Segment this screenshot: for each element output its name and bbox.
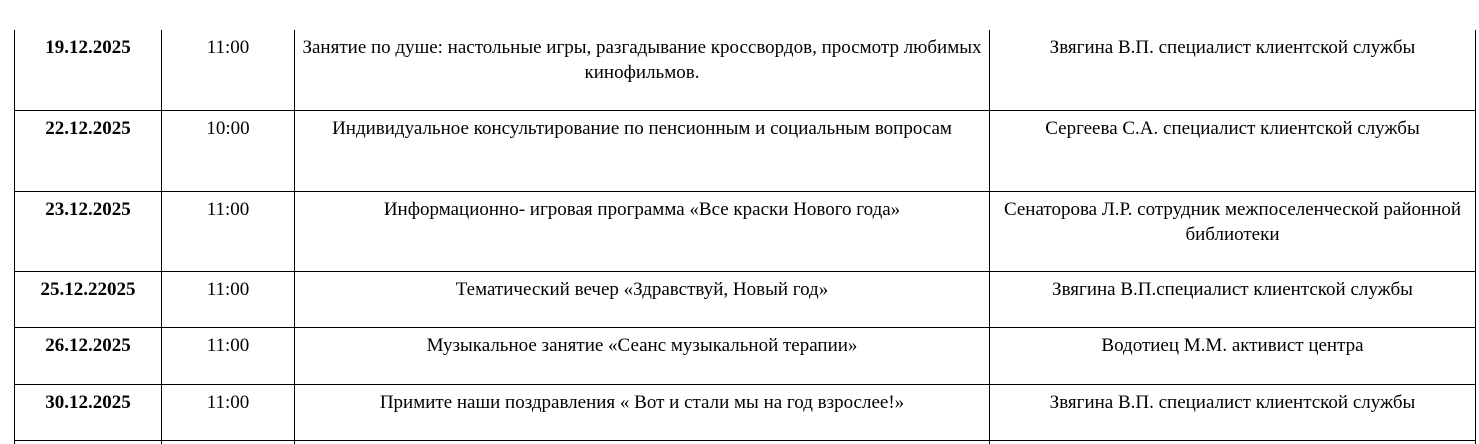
- event-responsible: Звягина В.П. специалист клиентской службы: [990, 384, 1476, 440]
- table-row: [15, 271, 1476, 327]
- event-date: 30.12.2025: [15, 384, 162, 440]
- empty-cell: [295, 440, 990, 444]
- event-time: 11:00: [162, 271, 295, 327]
- event-time: 11:00: [162, 191, 295, 271]
- event-responsible: Водотиец М.М. активист центра: [990, 327, 1476, 384]
- table-row: [15, 30, 1476, 110]
- empty-cell: [15, 440, 162, 444]
- event-responsible: Сергеева С.А. специалист клиентской службы: [990, 110, 1476, 191]
- empty-cell: [162, 440, 295, 444]
- event-description: Тематический вечер «Здравствуй, Новый год»: [295, 271, 990, 327]
- event-date: 25.12.22025: [15, 271, 162, 327]
- event-date: 22.12.2025: [15, 110, 162, 191]
- event-time: 10:00: [162, 110, 295, 191]
- event-date: 26.12.2025: [15, 327, 162, 384]
- event-responsible: Звягина В.П.специалист клиентской службы: [990, 271, 1476, 327]
- events-schedule-table: [14, 30, 1476, 444]
- event-description: Примите наши поздравления « Вот и стали мы на год взрослее!»: [295, 384, 990, 440]
- event-responsible: Звягина В.П. специалист клиентской службы: [990, 30, 1476, 110]
- event-date: 23.12.2025: [15, 191, 162, 271]
- empty-cell: [990, 440, 1476, 444]
- event-time: 11:00: [162, 384, 295, 440]
- event-description: Индивидуальное консультирование по пенсионным и социальным вопросам: [295, 110, 990, 191]
- table-row: [15, 384, 1476, 440]
- event-description: Музыкальное занятие «Сеанс музыкальной терапии»: [295, 327, 990, 384]
- event-time: 11:00: [162, 30, 295, 110]
- table-row: [15, 191, 1476, 271]
- table-row: [15, 327, 1476, 384]
- event-time: 11:00: [162, 327, 295, 384]
- event-description: Информационно- игровая программа «Все краски Нового года»: [295, 191, 990, 271]
- event-date: 19.12.2025: [15, 30, 162, 110]
- table-row: [15, 110, 1476, 191]
- table-row-partial: [15, 440, 1476, 444]
- event-description: Занятие по душе: настольные игры, разгадывание кроссвордов, просмотр любимых кинофильмов.: [295, 30, 990, 110]
- event-responsible: Сенаторова Л.Р. сотрудник межпоселенческой районной библиотеки: [990, 191, 1476, 271]
